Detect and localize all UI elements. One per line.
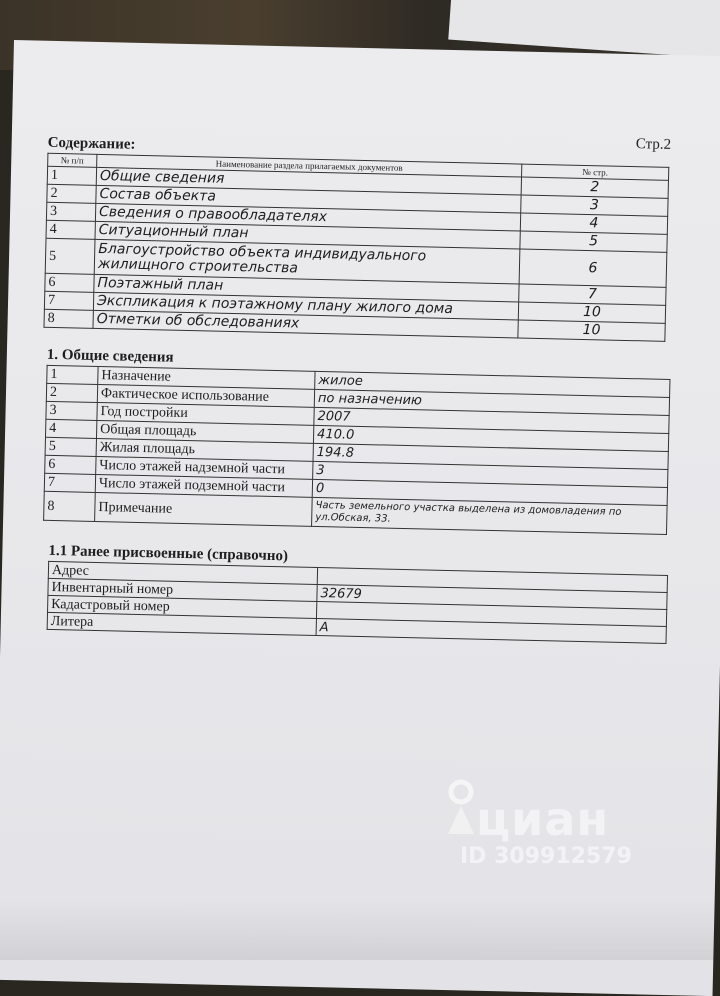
- row-num: 2: [46, 383, 97, 402]
- row-num: 3: [46, 401, 97, 420]
- row-page: 2: [521, 177, 668, 198]
- row-value: жилое: [315, 371, 670, 397]
- row-name: Ситуационный план: [95, 221, 520, 249]
- row-key: Адрес: [48, 561, 317, 584]
- row-page: 7: [519, 284, 666, 305]
- row-key: Год постройки: [97, 402, 314, 425]
- row-value: 32679: [317, 585, 667, 610]
- row-key: Число этажей подземной части: [95, 474, 312, 497]
- row-key: Фактическое использование: [97, 384, 314, 407]
- row-name: Сведения о правообладателях: [95, 203, 520, 231]
- row-name: Состав объекта: [96, 185, 521, 213]
- row-key: Примечание: [95, 492, 313, 526]
- previous-title: 1.1 Ранее присвоенные (справочно): [48, 542, 289, 565]
- row-page: 6: [519, 249, 667, 287]
- previous-table: [47, 561, 668, 644]
- row-num: 6: [45, 455, 96, 474]
- row-num: 2: [47, 184, 96, 203]
- row-name: Отметки об обследованиях: [93, 310, 518, 338]
- row-key: Кадастровый номер: [48, 595, 317, 618]
- row-num: 7: [44, 473, 95, 492]
- row-key: Инвентарный номер: [48, 578, 317, 601]
- row-name: Поэтажный план: [94, 274, 519, 302]
- page-number: Стр.2: [635, 136, 672, 153]
- row-num: 8: [44, 309, 93, 328]
- row-value: Часть земельного участка выделена из домовладения по ул.Обская, 33.: [312, 497, 668, 534]
- row-name: Общие сведения: [96, 167, 521, 195]
- row-page: 3: [521, 195, 668, 216]
- row-key: Литера: [47, 612, 316, 635]
- row-key: Число этажей надземной части: [96, 456, 313, 479]
- row-page: 4: [520, 213, 667, 234]
- contents-table: [43, 153, 669, 342]
- watermark-id: ID 309912579: [460, 844, 632, 869]
- row-name: Благоустройство объекта индивидуального жилищного строительства: [94, 239, 520, 284]
- header-page: № стр.: [522, 164, 669, 180]
- watermark-brand: циан: [476, 792, 610, 846]
- general-title: 1. Общие сведения: [46, 346, 174, 366]
- row-key: Общая площадь: [96, 420, 313, 443]
- row-num: 1: [47, 166, 96, 185]
- row-num: 1: [47, 365, 98, 384]
- row-key: Назначение: [98, 366, 315, 389]
- row-num: 5: [45, 437, 96, 456]
- contents-title: Содержание:: [47, 134, 136, 153]
- page-shadow: [0, 900, 720, 960]
- row-num: 8: [44, 491, 96, 521]
- general-table: [43, 365, 670, 535]
- row-num: 4: [45, 419, 96, 438]
- header-name: Наименование раздела прилагаемых документов: [97, 154, 522, 177]
- row-value: А: [316, 619, 666, 644]
- location-pin-icon: [446, 778, 476, 842]
- row-key: Жилая площадь: [96, 438, 313, 461]
- row-page: 10: [518, 302, 665, 323]
- row-num: 3: [46, 202, 95, 221]
- row-value: 194.8: [313, 443, 668, 469]
- row-num: 6: [45, 273, 94, 292]
- row-num: 7: [44, 291, 93, 310]
- row-value: 3: [313, 461, 668, 487]
- row-value: по назначению: [314, 389, 669, 415]
- row-value: 2007: [314, 407, 669, 433]
- row-value: 0: [312, 479, 667, 505]
- row-num: 5: [45, 238, 95, 274]
- header-num: № п/п: [48, 153, 97, 167]
- row-num: 4: [46, 220, 95, 239]
- row-page: 5: [520, 231, 667, 252]
- row-value: 410.0: [313, 425, 668, 451]
- row-page: 10: [518, 320, 665, 341]
- row-name: Экспликация к поэтажному плану жилого дома: [93, 292, 518, 320]
